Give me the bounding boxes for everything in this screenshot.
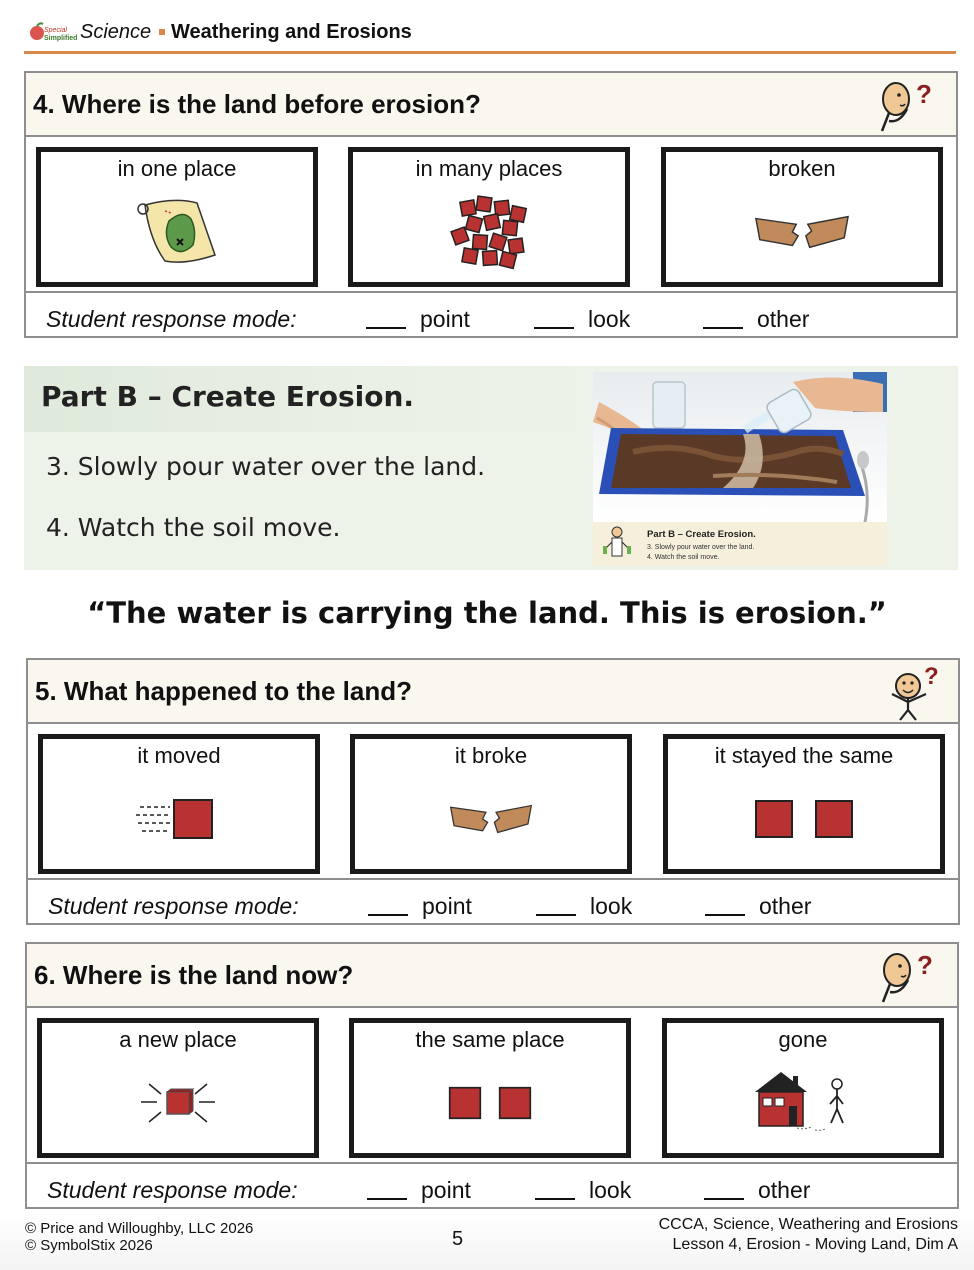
- choice-card[interactable]: [663, 734, 945, 874]
- response-option-look[interactable]: look: [536, 893, 632, 920]
- choice-label: it stayed the same: [714, 743, 894, 768]
- choice-card[interactable]: [350, 734, 632, 874]
- response-mode-label: Student response mode:: [46, 306, 297, 332]
- question-title: 4. Where is the land before erosion?: [33, 89, 481, 119]
- page-header: [24, 18, 956, 54]
- response-option-other[interactable]: other: [703, 306, 809, 333]
- part-b-step: 4. Watch the soil move.: [46, 513, 341, 542]
- response-option-point[interactable]: point: [366, 306, 470, 333]
- choice-label: gone: [778, 1027, 828, 1052]
- wondering-person-icon: [876, 664, 940, 722]
- map-icon: [135, 195, 219, 269]
- response-option-other[interactable]: other: [704, 1177, 810, 1204]
- thinking-person-icon: [874, 77, 938, 135]
- choice-label: in one place: [117, 156, 237, 181]
- response-mode-row: [27, 1166, 957, 1210]
- photo-caption-step: 4. Watch the soil move.: [647, 554, 720, 561]
- choice-card[interactable]: [36, 147, 318, 287]
- choice-card[interactable]: [37, 1018, 319, 1158]
- copyright-line: © Price and Willoughby, LLC 2026: [25, 1220, 254, 1237]
- choice-label: in many places: [415, 156, 563, 181]
- choice-label: the same place: [415, 1027, 565, 1052]
- response-option-look[interactable]: look: [535, 1177, 631, 1204]
- choice-card[interactable]: [349, 1018, 631, 1158]
- question-header: [27, 944, 957, 1008]
- page-footer: [0, 1212, 974, 1270]
- logo-icon: [28, 22, 78, 44]
- footer-course-info: [659, 1215, 958, 1255]
- question-header: [28, 660, 958, 724]
- logo-text-simplified: Simplified: [44, 35, 78, 42]
- question-title: 6. Where is the land now?: [34, 960, 354, 990]
- footer-copyright: [25, 1220, 253, 1254]
- response-option-point[interactable]: point: [368, 893, 472, 920]
- choice-label: a new place: [119, 1027, 237, 1052]
- header-separator: [159, 29, 165, 35]
- choices-row: [26, 137, 956, 293]
- response-option-point[interactable]: point: [367, 1177, 471, 1204]
- response-mode-label: Student response mode:: [47, 1177, 298, 1203]
- square-icon: [498, 1086, 532, 1120]
- choice-card[interactable]: [662, 1018, 944, 1158]
- copyright-line: © SymbolStix 2026: [25, 1237, 153, 1254]
- new-place-icon: [133, 1078, 223, 1128]
- question-title: 5. What happened to the land?: [35, 676, 412, 706]
- response-mode-row: [26, 295, 956, 339]
- choice-card[interactable]: [661, 147, 943, 287]
- response-mode-label: Student response mode:: [48, 893, 299, 919]
- choice-label: broken: [768, 156, 836, 181]
- part-b-title: Part B – Create Erosion.: [41, 380, 415, 413]
- broken-piece-icon: [754, 212, 850, 252]
- header-title: Weathering and Erosions: [171, 21, 412, 43]
- photo-caption-step: 3. Slowly pour water over the land.: [647, 544, 755, 551]
- lesson-line: Lesson 4, Erosion - Moving Land, Dim A: [672, 1236, 958, 1253]
- erosion-photo: [593, 372, 887, 566]
- part-b-section: [24, 366, 958, 570]
- response-option-look[interactable]: look: [534, 306, 630, 333]
- page-number: 5: [452, 1228, 464, 1250]
- choice-card[interactable]: [348, 147, 630, 287]
- erosion-quote: “The water is carrying the land. This is erosion.”: [87, 596, 887, 630]
- choice-card[interactable]: [38, 734, 320, 874]
- photo-caption-title: Part B – Create Erosion.: [647, 529, 756, 540]
- part-b-step: 3. Slowly pour water over the land.: [46, 452, 486, 481]
- square-icon: [754, 799, 794, 839]
- response-mode-row: [28, 882, 958, 926]
- choices-row: [27, 1008, 957, 1164]
- choice-label: it moved: [137, 743, 221, 768]
- logo-text-special: Special: [44, 27, 67, 34]
- square-icon: [448, 1086, 482, 1120]
- header-subject: Science: [80, 21, 152, 43]
- response-option-other[interactable]: other: [705, 893, 811, 920]
- square-icon: [814, 799, 854, 839]
- question-6-block: [25, 942, 959, 1209]
- course-line: CCCA, Science, Weathering and Erosions: [658, 1216, 958, 1233]
- scattered-pieces-icon: [447, 195, 531, 269]
- thinking-person-icon: [875, 948, 939, 1006]
- part-b-header: [24, 366, 594, 432]
- question-4-block: [24, 71, 958, 338]
- question-5-block: [26, 658, 960, 925]
- moving-square-icon: [134, 797, 224, 841]
- house-leaving-icon: [753, 1070, 853, 1136]
- choices-row: [28, 724, 958, 880]
- broken-piece-icon: [449, 802, 533, 836]
- question-header: [26, 73, 956, 137]
- choice-label: it broke: [454, 743, 528, 768]
